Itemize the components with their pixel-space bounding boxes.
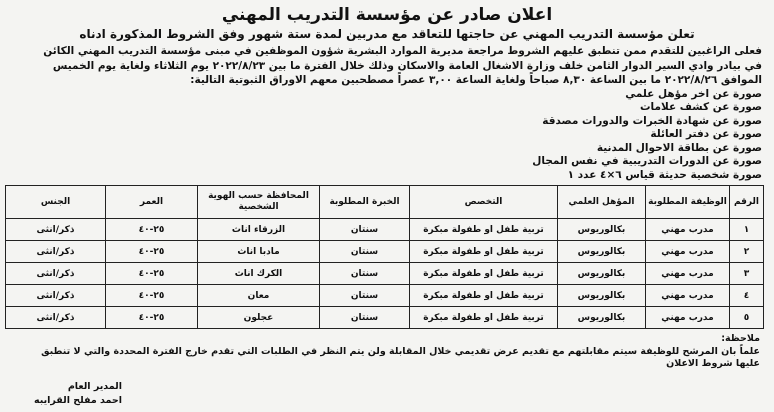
header-cell: الجنس	[6, 186, 106, 219]
notes-section	[14, 333, 760, 371]
document-item: صورة عن الدورات التدريبية في نفس المجال	[532, 155, 762, 167]
document-item: صورة عن كشف علامات	[640, 101, 762, 113]
cell-experience: سنتان	[320, 219, 410, 241]
cell-governorate: عجلون	[198, 307, 320, 329]
intro-line: في بيادر وادي السير الدوار الثامن خلف وزارة الاشغال العامة والاسكان وذلك خلال الفترة ما بين ٢٠٢٢/٨/٢٣ يوم الثلاثاء ولغاية يوم الخميس	[52, 59, 762, 72]
cell-age: ٢٥-٤٠	[106, 285, 198, 307]
cell-specialization: تربية طفل او طفولة مبكرة	[410, 241, 558, 263]
cell-number: ٤	[730, 285, 764, 307]
cell-age: ٢٥-٤٠	[106, 307, 198, 329]
table-row	[6, 307, 764, 329]
notes-line: علماً بان المرشح للوظيفة سيتم مقابلتهم مع تقديم عرض تقديمي خلال المقابلة ولن يتم النظر في الطلبات التي تقدم خارج الفترة المحددة والتي لا تنطبق	[41, 345, 760, 357]
announcement-subtitle: تعلن مؤسسة التدريب المهني عن حاجتها للتعاقد مع مدربين لمدة ستة شهور وفق الشروط المذكورة ادناه	[79, 27, 695, 41]
intro-line: الموافق ٢٠٢٢/٨/٢٦ ما بين الساعة ٨,٣٠ صباحاً ولغاية الساعة ٣,٠٠ عصراً مصطحبين معهم الاوراق الثبوتية التالية:	[190, 74, 762, 86]
cell-gender: ذكر/انثى	[6, 285, 106, 307]
cell-experience: سنتان	[320, 263, 410, 285]
cell-job: مدرب مهني	[646, 285, 730, 307]
cell-qualification: بكالوريوس	[558, 307, 646, 329]
header-cell: المحافظة حسب الهوية الشخصية	[198, 186, 320, 219]
cell-specialization: تربية طفل او طفولة مبكرة	[410, 263, 558, 285]
document-item: صورة شخصية حديثة قياس ٦×٤ عدد ١	[567, 168, 762, 181]
cell-number: ٥	[730, 307, 764, 329]
cell-governorate: الكرك اناث	[198, 263, 320, 285]
notes-line: عليها شروط الاعلان	[666, 358, 760, 369]
cell-specialization: تربية طفل او طفولة مبكرة	[410, 307, 558, 329]
document-item: صورة عن شهادة الخبرات والدورات مصدقة	[542, 114, 762, 127]
table-row	[6, 263, 764, 285]
cell-qualification: بكالوريوس	[558, 263, 646, 285]
cell-number: ١	[730, 219, 764, 241]
header-cell: التخصص	[410, 186, 558, 219]
table-header-row	[6, 186, 764, 219]
header-cell: العمر	[106, 186, 198, 219]
header-cell: المؤهل العلمي	[558, 186, 646, 219]
cell-gender: ذكر/انثى	[6, 263, 106, 285]
cell-gender: ذكر/انثى	[6, 241, 106, 263]
required-documents-list	[12, 88, 762, 183]
cell-age: ٢٥-٤٠	[106, 219, 198, 241]
table-row	[6, 241, 764, 263]
cell-experience: سنتان	[320, 241, 410, 263]
cell-qualification: بكالوريوس	[558, 219, 646, 241]
cell-specialization: تربية طفل او طفولة مبكرة	[410, 285, 558, 307]
cell-qualification: بكالوريوس	[558, 285, 646, 307]
cell-specialization: تربية طفل او طفولة مبكرة	[410, 219, 558, 241]
table-row	[6, 219, 764, 241]
cell-gender: ذكر/انثى	[6, 307, 106, 329]
header-cell: الرقم	[730, 186, 764, 219]
cell-experience: سنتان	[320, 285, 410, 307]
cell-job: مدرب مهني	[646, 241, 730, 263]
cell-number: ٣	[730, 263, 764, 285]
document-item: صورة عن دفتر العائلة	[650, 128, 762, 140]
cell-governorate: معان	[198, 285, 320, 307]
cell-age: ٢٥-٤٠	[106, 241, 198, 263]
cell-qualification: بكالوريوس	[558, 241, 646, 263]
cell-experience: سنتان	[320, 307, 410, 329]
cell-job: مدرب مهني	[646, 263, 730, 285]
cell-gender: ذكر/انثى	[6, 219, 106, 241]
header-cell: الوظيفة المطلوبة	[646, 186, 730, 219]
document-item: صورة عن اخر مؤهل علمي	[625, 87, 762, 100]
cell-job: مدرب مهني	[646, 219, 730, 241]
signature-name: احمد مفلح القرايبه	[33, 395, 122, 406]
cell-governorate: مادبا اناث	[198, 241, 320, 263]
announcement-title: اعلان صادر عن مؤسسة التدريب المهني	[221, 5, 553, 25]
cell-age: ٢٥-٤٠	[106, 263, 198, 285]
notes-label: ملاحظة:	[721, 333, 760, 344]
header-cell: الخبرة المطلوبة	[320, 186, 410, 219]
vacancies-table	[5, 185, 764, 329]
cell-number: ٢	[730, 241, 764, 263]
intro-paragraph	[12, 44, 762, 88]
table-row	[6, 285, 764, 307]
cell-governorate: الزرقاء اناث	[198, 219, 320, 241]
signature-block	[12, 380, 122, 408]
signature-role: المدير العام	[67, 381, 122, 392]
document-item: صورة عن بطاقة الاحوال المدنية	[596, 141, 762, 154]
cell-job: مدرب مهني	[646, 307, 730, 329]
intro-line: فعلى الراغبين للتقدم ممن تنطبق عليهم الشروط مراجعة مديرية الموارد البشرية شؤون الموظفين في مبنى مؤسسة التدريب المهني الكائن	[43, 45, 762, 57]
